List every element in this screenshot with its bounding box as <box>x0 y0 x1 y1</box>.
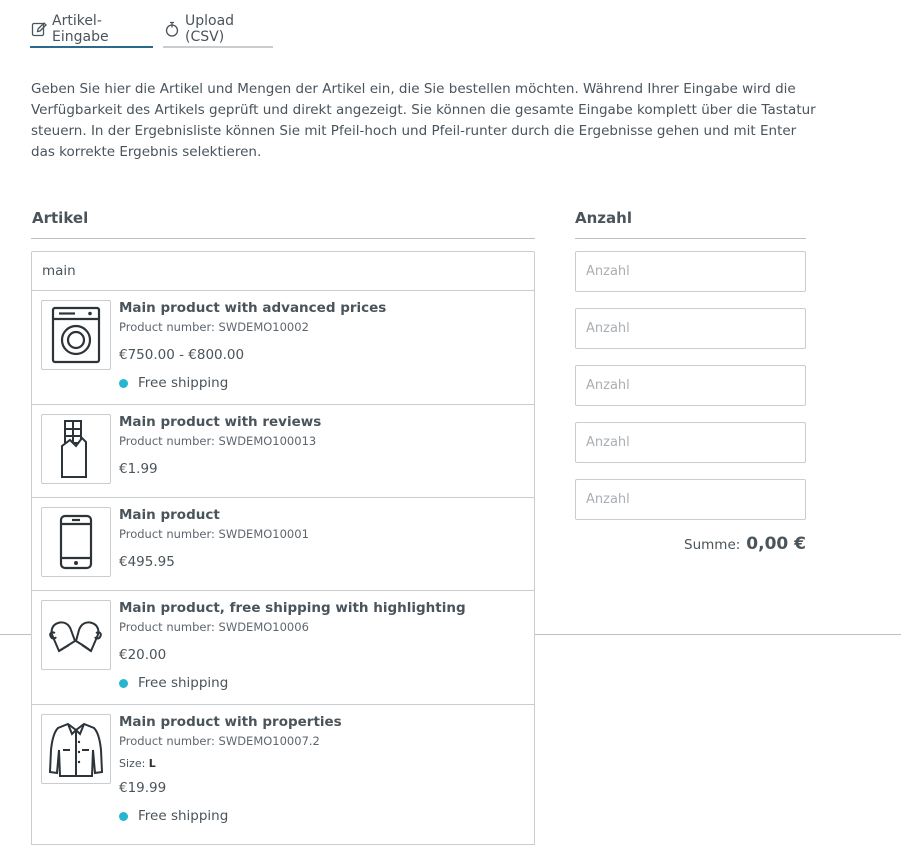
product-number: Product number: SWDEMO10006 <box>119 620 309 634</box>
smartphone-icon <box>58 513 94 571</box>
intro-text: Geben Sie hier die Artikel und Mengen der Artikel ein, die Sie bestellen möchten. Während Ihrer Eingabe wird die Verfügbarkeit des Artikels geprüft und direkt angezeigt. Sie können die gesamte Eingabe komplett über die Tastatur steuern. In der Ergebnisliste können Sie mit Pfeil-hoch und Pfeil-runter durch die Ergebnisse gehen und mit Enter das korrekte Ergebnis selektieren. <box>31 81 816 160</box>
product-number: Product number: SWDEMO100013 <box>119 434 317 448</box>
chocolate-bar-icon <box>56 418 96 480</box>
shipping-dot-icon <box>119 679 128 688</box>
tab-label: Upload (CSV) <box>185 13 235 45</box>
quantity-input-2[interactable] <box>575 308 806 349</box>
size-label: Size: <box>119 757 146 770</box>
shipping-dot-icon <box>119 812 128 821</box>
quantity-input-1[interactable] <box>575 251 806 292</box>
shipping-label: Free shipping <box>138 375 229 391</box>
product-price: €750.00 - €800.00 <box>119 347 245 363</box>
article-search-input[interactable] <box>31 251 535 291</box>
product-image <box>41 507 111 577</box>
tab-artikel-eingabe[interactable] <box>30 13 153 48</box>
product-name: Main product, free shipping with highlighting <box>119 600 466 616</box>
shipping-dot-icon <box>119 379 128 388</box>
shipping-info <box>119 375 526 391</box>
search-result-item[interactable] <box>32 590 534 704</box>
shipping-info <box>119 675 526 691</box>
quantity-input-5[interactable] <box>575 479 806 520</box>
size-value: L <box>148 757 156 770</box>
product-size <box>119 757 526 770</box>
product-name: Main product with reviews <box>119 414 322 430</box>
shipping-info <box>119 808 526 824</box>
search-result-item[interactable] <box>32 404 534 497</box>
product-price: €1.99 <box>119 461 158 477</box>
search-result-item[interactable] <box>32 497 534 590</box>
product-price: €19.99 <box>119 780 167 796</box>
search-result-item[interactable] <box>32 704 534 844</box>
product-image <box>41 600 111 670</box>
sum-value: 0,00 € <box>746 534 806 554</box>
product-image <box>41 714 111 784</box>
product-number: Product number: SWDEMO10002 <box>119 320 309 334</box>
tab-upload-csv[interactable] <box>163 13 273 48</box>
article-column-title: Artikel <box>32 209 89 227</box>
search-result-item[interactable] <box>32 290 534 404</box>
sum-label: Summe: <box>684 537 741 553</box>
quantity-divider <box>575 238 806 239</box>
product-name: Main product <box>119 507 220 523</box>
sum <box>684 534 806 554</box>
article-divider <box>31 238 535 239</box>
quantity-input-4[interactable] <box>575 422 806 463</box>
product-image <box>41 414 111 484</box>
product-name: Main product with properties <box>119 714 342 730</box>
upload-timer-icon <box>164 21 180 37</box>
product-name: Main product with advanced prices <box>119 300 387 316</box>
jacket-icon <box>48 720 104 778</box>
quantity-input-3[interactable] <box>575 365 806 406</box>
tab-bar <box>30 13 273 48</box>
product-number: Product number: SWDEMO10007.2 <box>119 734 320 748</box>
shipping-label: Free shipping <box>138 675 229 691</box>
edit-icon <box>31 21 47 37</box>
quantity-column-title: Anzahl <box>575 209 632 227</box>
tab-label: Artikel-Eingabe <box>52 13 109 45</box>
product-price: €495.95 <box>119 554 175 570</box>
product-image <box>41 300 111 370</box>
product-number: Product number: SWDEMO10001 <box>119 527 309 541</box>
washing-machine-icon <box>50 305 102 365</box>
search-results-dropdown <box>31 290 535 845</box>
mittens-icon <box>47 615 105 655</box>
product-price: €20.00 <box>119 647 167 663</box>
shipping-label: Free shipping <box>138 808 229 824</box>
